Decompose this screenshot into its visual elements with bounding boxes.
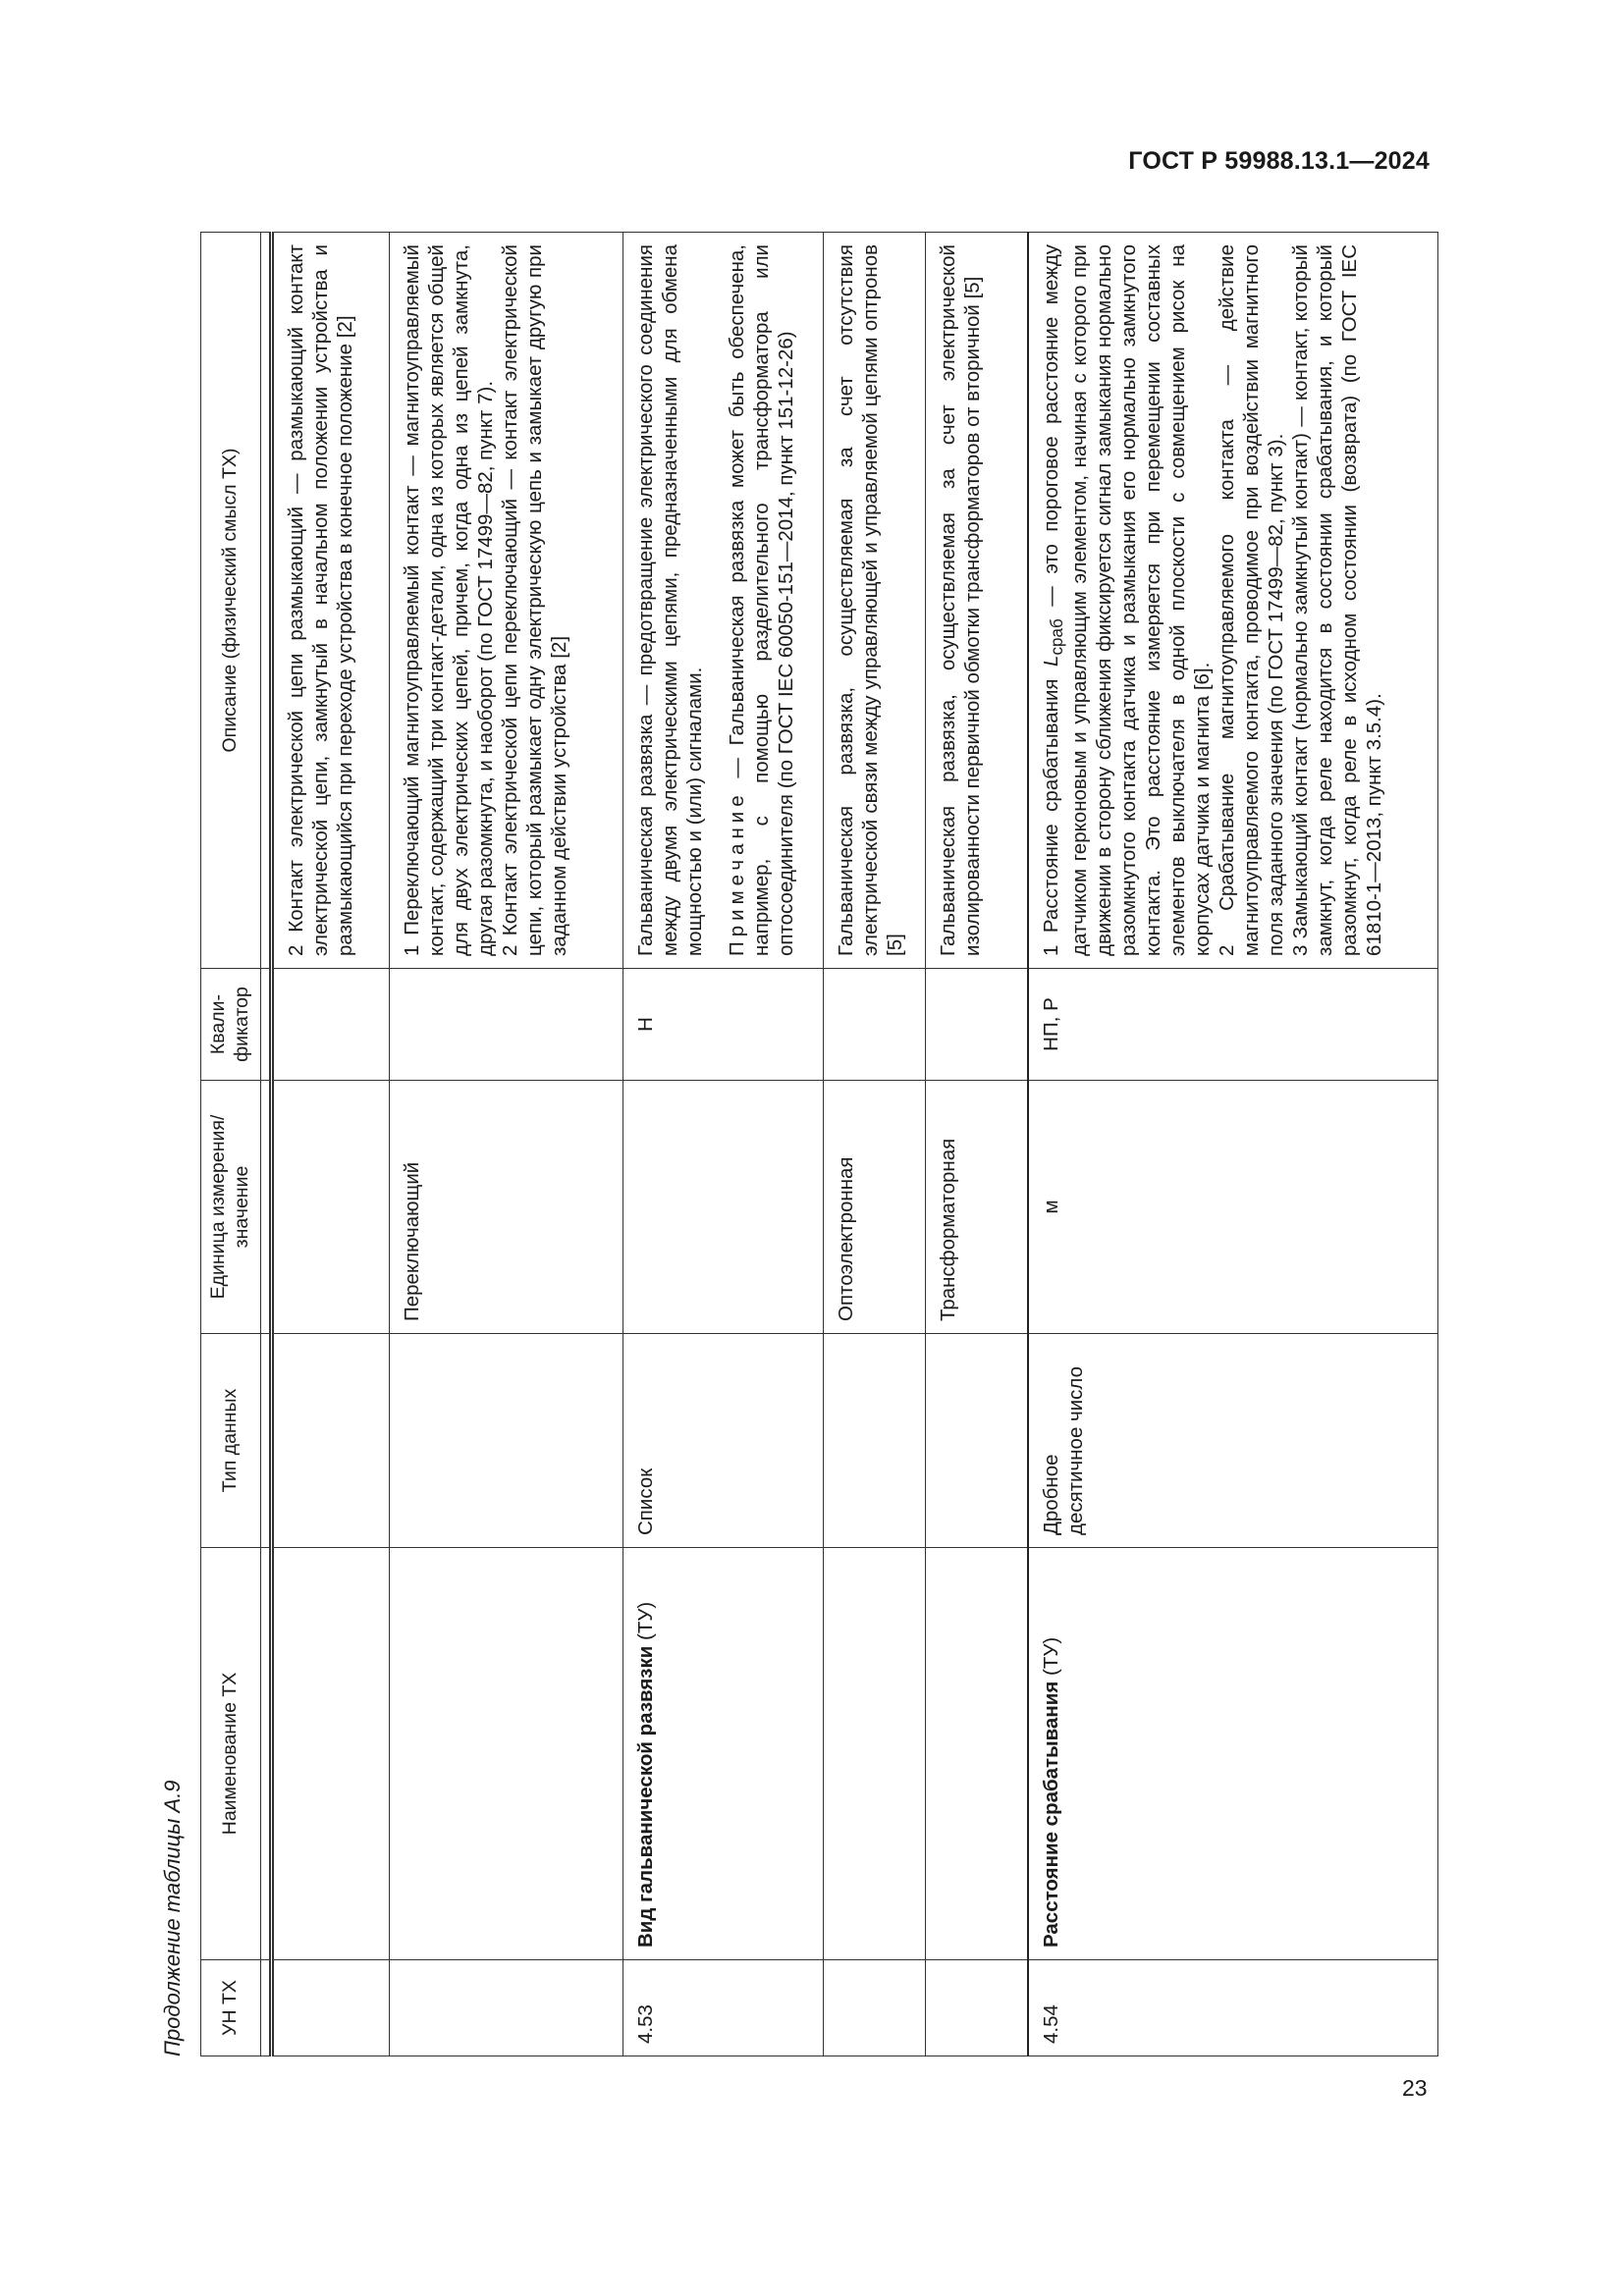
row2-desc: Гальваническая развязка — предотвращение электрического соединения между двумя электрическими цепями, предназначенными для обмена мощностью и (или) сигналами. <box>634 244 706 956</box>
row3-description: Гальваническая развязка, осуществляемая за счет отсутствия электрической связи между управляющей и управляемой цепями оптронов [5] <box>824 233 926 969</box>
row5-un: 4.54 <box>1028 1960 1438 2056</box>
row1-description <box>390 233 623 969</box>
row5-symbol-sub: сраб <box>1047 618 1066 656</box>
row2-name-tail: (ТУ) <box>634 1601 657 1646</box>
header-unit: Единица измерения/ значение <box>201 1081 261 1334</box>
row2-note-text: — Гальваническая развязка может быть обеспечена, например, с помощью разделительного трансформатора или оптосоединителя (по ГОСТ IEC 60050-151—2014, пункт 151-12-26) <box>726 244 797 956</box>
row2-name <box>623 1548 824 1960</box>
row5-unit: м <box>1028 1081 1438 1334</box>
table-caption: Продолжение таблицы А.9 <box>160 1780 185 2056</box>
row3-unit: Оптоэлектронная <box>824 1081 926 1334</box>
table-row <box>824 233 926 2056</box>
document-code: ГОСТ Р 59988.13.1—2024 <box>1128 147 1430 175</box>
row2-note-label: Примечание <box>726 790 748 956</box>
table-row <box>390 233 623 2056</box>
header-separator <box>261 233 272 2056</box>
row5-desc-1b: — это пороговое расстояние между датчиком герконовым и управляющим элементом, начиная с которого при движении в сторону сближения фиксируется сигнал замыкания нормально разомкнутого контакта датчика и размыкания его нормально замкнутого контакта. Это расстояние измеряется при перемещении составных элементов выключателя в одной плоскости с совмещением рисок на корпусах датчика и магнита [6]. <box>1039 244 1215 956</box>
row2-qualifier: Н <box>623 969 824 1081</box>
row5-qualifier: НП, Р <box>1028 969 1438 1081</box>
header-un: УН ТХ <box>201 1960 261 2056</box>
row1-desc-1: 1 Переключающий магнитоуправляемый контакт — магнитоуправляемый контакт, содержащий три контакт-детали, одна из которых является общей для двух электрических цепей, причем, когда одна из цепей замкнута, другая разомкнута, и наоборот (по ГОСТ 17499—82, пункт 7). <box>401 244 497 956</box>
table-row <box>623 233 824 2056</box>
row5-symbol: L <box>1039 655 1062 667</box>
table-row <box>272 233 390 2056</box>
row2-un: 4.53 <box>623 1960 824 2056</box>
row5-name <box>1028 1548 1438 1960</box>
header-type: Тип данных <box>201 1334 261 1548</box>
row0-description: 2 Контакт электрической цепи размыкающий — размыкающий контакт электрической цепи, замкнутый в начальном положении устройства и размыкающийся при переходе устройства в конечное положение [2] <box>272 233 390 969</box>
row5-description <box>1028 233 1438 969</box>
row5-name-bold: Расстояние срабатывания <box>1039 1681 1062 1948</box>
row5-desc-3: 3 Замыкающий контакт (нормально замкнутый контакт) — контакт, который замкнут, когда реле находится в состоянии срабатывания, и который разомкнут, когда реле в исходном состоянии (возврата) (по ГОСТ IEC 61810-1—2013, пункт 3.5.4). <box>1289 244 1386 956</box>
table-header-row <box>201 233 261 2056</box>
characteristics-table <box>200 232 1438 2056</box>
row4-unit: Трансформаторная <box>926 1081 1028 1334</box>
header-qualifier: Квали- фикатор <box>201 969 261 1081</box>
table-row <box>926 233 1028 2056</box>
row2-description <box>623 233 824 969</box>
row5-desc-1 <box>1039 244 1216 956</box>
header-name: Наименование ТХ <box>201 1548 261 1960</box>
row5-desc-1a: 1 Расстояние срабатывания <box>1039 666 1062 956</box>
row5-type: Дробное десятичное число <box>1028 1334 1438 1548</box>
header-description: Описание (физический смысл ТХ) <box>201 233 261 969</box>
row2-type: Список <box>623 1334 824 1548</box>
row1-desc-2: 2 Контакт электрической цепи переключающий — контакт электрической цепи, который размыкает одну электрическую цепь и замыкает другую при заданном действии устройства [2] <box>499 244 570 956</box>
row1-unit: Переключающий <box>390 1081 623 1334</box>
row2-name-bold: Вид гальванической развязки <box>634 1645 657 1948</box>
rotated-table-block <box>153 233 1426 2056</box>
table-row <box>1028 233 1438 2056</box>
row2-note <box>725 244 798 956</box>
row4-description: Гальваническая развязка, осуществляемая за счет электрической изолированности первичной обмотки трансформаторов от вторичной [5] <box>926 233 1028 969</box>
page-number: 23 <box>1402 2075 1428 2101</box>
row5-name-tail: (ТУ) <box>1039 1636 1062 1682</box>
row5-desc-2: 2 Срабатывание магнитоуправляемого контакта — действие магнитоуправляемого контакта, проводимое при воздействии магнитного поля заданного значения (по ГОСТ 17499—82, пункт 3). <box>1216 244 1288 956</box>
